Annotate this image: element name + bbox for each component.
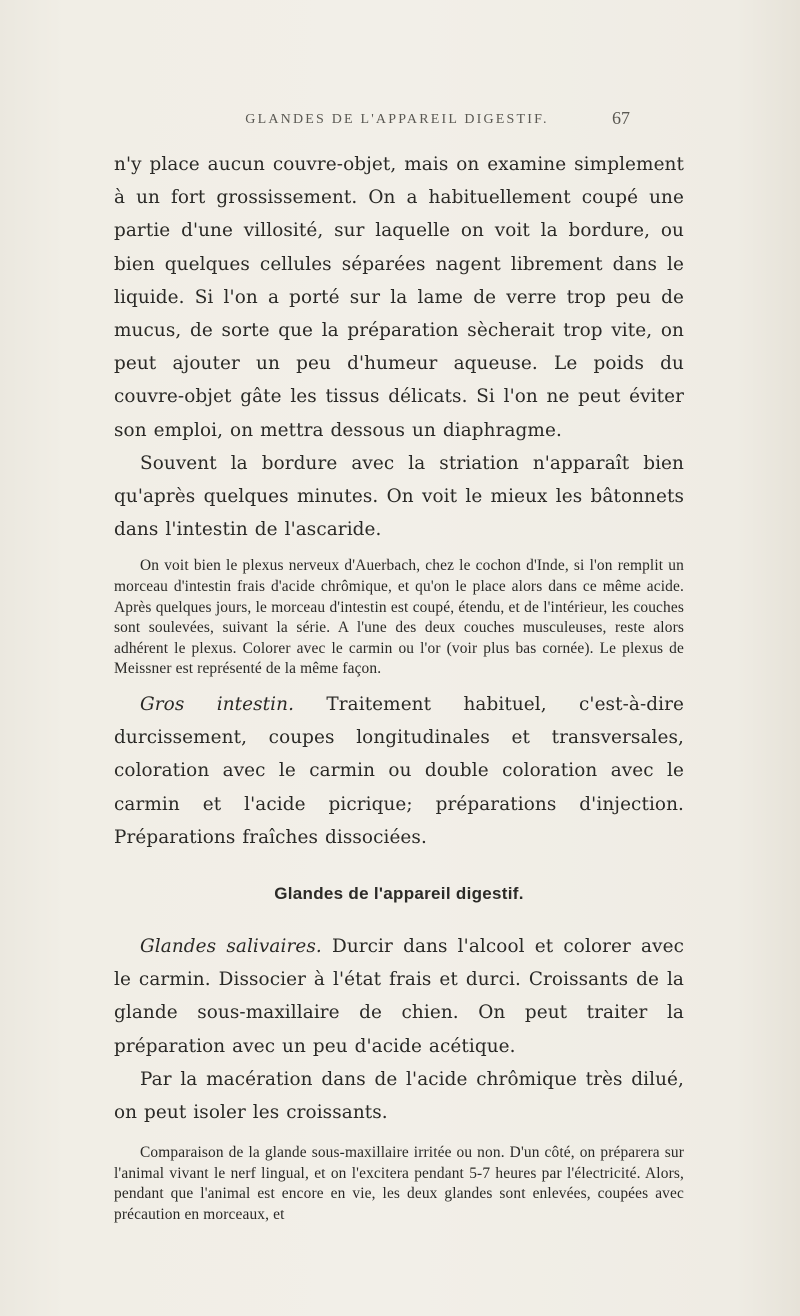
paragraph-lead: Gros intestin. xyxy=(140,694,295,715)
glandes-salivaires-paragraph xyxy=(114,930,684,1063)
gros-intestin-paragraph xyxy=(114,688,684,854)
body-paragraph: Souvent la bordure avec la striation n'apparaît bien qu'après quelques minutes. On voit le mieux les bâtonnets dans l'intestin de l'ascaride. xyxy=(114,452,684,541)
body-paragraph: Par la macération dans de l'acide chrômique très dilué, on peut isoler les croissants. xyxy=(114,1068,684,1124)
small-print-paragraph: On voit bien le plexus nerveux d'Auerbach, chez le cochon d'Inde, si l'on remplit un morceau d'intestin frais d'acide chrômique, et qu'on le place alors dans ce même acide. Après quelques jours, le morceau d'intestin est coupé, étendu, et de l'intérieur, les couches sont soulevées, suivant la série. A l'une des deux couches musculeuses, reste alors adhérent le plexus. Colorer avec le carmin ou l'or (voir plus bas cornée). Le plexus de Meissner est représenté de la même façon. xyxy=(114,557,684,678)
running-title: GLANDES DE L'APPAREIL DIGESTIF. xyxy=(245,112,549,127)
paragraph-lead: Glandes salivaires. xyxy=(140,936,322,958)
section-heading: Glandes de l'appareil digestif. xyxy=(274,884,524,904)
paragraph-text: Durcir dans l'alcool et colorer avec le carmin. Dissocier à l'état frais et durci. Croissants de la glande sous-maxillaire de chien. On peut traiter la préparation avec un peu d'acide acétique. xyxy=(114,936,684,1057)
page-number: 67 xyxy=(612,108,630,128)
paragraph-text: Traitement habituel, c'est-à-dire durcissement, coupes longitudinales et transversales, coloration avec le carmin ou double coloration avec le carmin et l'acide picrique; préparations d'injection. Préparations fraîches dissociées. xyxy=(114,694,684,848)
small-print-paragraph: Comparaison de la glande sous-maxillaire irritée ou non. D'un côté, on préparera sur l'animal vivant le nerf lingual, et on l'excitera pendant 5-7 heures par l'électricité. Alors, pendant que l'animal est encore en vie, les deux glandes sont enlevées, coupées avec précaution en morceaux, et xyxy=(114,1144,684,1224)
page-body xyxy=(114,148,684,1234)
body-paragraph: n'y place aucun couvre-objet, mais on examine simplement à un fort grossissement. On a habituellement coupé une partie d'une villosité, sur laquelle on voit la bordure, ou bien quelques cellules séparées nagent librement dans le liquide. Si l'on a porté sur la lame de verre trop peu de mucus, de sorte que la préparation sècherait trop vite, on peut ajouter un peu d'humeur aqueuse. Le poids du couvre-objet gâte les tissus délicats. Si l'on ne peut éviter son emploi, on mettra dessous un diaphragme. xyxy=(114,154,684,441)
